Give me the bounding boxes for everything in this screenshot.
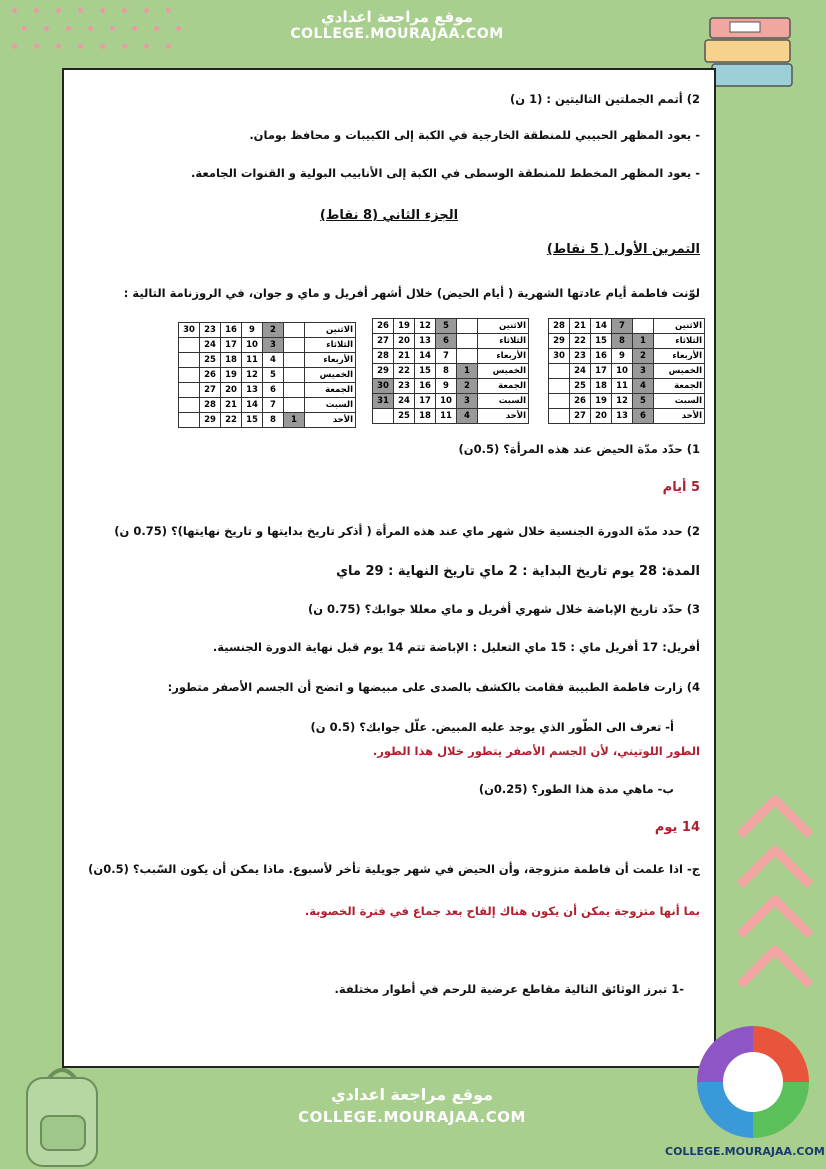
calendar-cell <box>284 338 305 353</box>
calendar-cell: 2 <box>457 379 478 394</box>
calendar-cell <box>284 398 305 413</box>
decor-dot <box>132 26 137 31</box>
calendar-cell <box>633 319 654 334</box>
calendar-row <box>549 394 705 409</box>
calendar-cell: 18 <box>591 379 612 394</box>
decor-dot <box>144 8 149 13</box>
calendar-cell: 22 <box>394 364 415 379</box>
calendar-day-label: الأربعاء <box>478 349 529 364</box>
calendar-cell: 6 <box>436 334 457 349</box>
calendar-cell <box>284 353 305 368</box>
calendar-cell: 15 <box>242 413 263 428</box>
question-5: -1 تبرز الوثائق التالية مقاطع عرضية للرحم في أطوار مختلفة. <box>334 982 684 996</box>
calendar-cell: 12 <box>415 319 436 334</box>
calendar-cell: 15 <box>415 364 436 379</box>
calendar-cell <box>284 368 305 383</box>
decor-dot <box>56 44 61 49</box>
calendar-cell: 29 <box>200 413 221 428</box>
decor-dot <box>22 26 27 31</box>
calendar-cell: 4 <box>457 409 478 424</box>
calendar-row <box>179 398 356 413</box>
calendar-row <box>179 413 356 428</box>
calendar-cell: 29 <box>373 364 394 379</box>
calendar-cell: 23 <box>394 379 415 394</box>
calendar-row <box>373 379 529 394</box>
calendar-cell: 10 <box>436 394 457 409</box>
calendar-cell: 10 <box>242 338 263 353</box>
calendar-cell: 7 <box>436 349 457 364</box>
calendar-day-label: الأحد <box>654 409 705 424</box>
calendar-day-label: الخميس <box>654 364 705 379</box>
calendar-cell: 4 <box>633 379 654 394</box>
calendar-cell: 6 <box>633 409 654 424</box>
calendar-cell: 19 <box>591 394 612 409</box>
calendar-cell: 5 <box>263 368 284 383</box>
calendar-cell: 24 <box>570 364 591 379</box>
question-4: 4) زارت فاطمة الطبيبة فقامت بالكشف بالصدى على مبيضها و اتضح أن الجسم الأصفر متطور: <box>167 680 700 694</box>
calendar-day-label: الخميس <box>305 368 356 383</box>
decor-dot <box>78 44 83 49</box>
backpack-icon <box>15 1060 115 1169</box>
calendar-day-label: الأربعاء <box>305 353 356 368</box>
calendar-row <box>549 409 705 424</box>
calendar-cell: 3 <box>263 338 284 353</box>
calendar-cell: 21 <box>394 349 415 364</box>
calendar-cell: 17 <box>591 364 612 379</box>
answer-2: المدة: 28 يوم تاريخ البداية : 2 ماي تاريخ النهاية : 29 ماي <box>336 564 700 579</box>
calendar-row <box>373 409 529 424</box>
question-1: 1) حدّد مدّة الحيض عند هذه المرأة؟ (0.5ن) <box>458 442 700 456</box>
calendar-cell: 29 <box>549 334 570 349</box>
calendar-cell: 16 <box>591 349 612 364</box>
question-4b: ب- ماهي مدة هذا الطور؟ (0.25ن) <box>478 782 674 796</box>
calendar-row <box>549 349 705 364</box>
calendar-cell <box>457 334 478 349</box>
calendar-cell: 11 <box>436 409 457 424</box>
calendar-cell: 13 <box>415 334 436 349</box>
calendar-cell: 22 <box>221 413 242 428</box>
calendar-day-label: الخميس <box>478 364 529 379</box>
calendar-cell: 1 <box>633 334 654 349</box>
calendar-row <box>179 383 356 398</box>
decor-dot <box>100 44 105 49</box>
calendar-cell <box>457 319 478 334</box>
calendar-cell: 9 <box>242 323 263 338</box>
calendar-day-label: الثلاثاء <box>478 334 529 349</box>
calendar-cell: 30 <box>549 349 570 364</box>
calendar-cell: 14 <box>591 319 612 334</box>
calendar-cell <box>179 383 200 398</box>
calendar-day-label: الجمعة <box>654 379 705 394</box>
calendar-cell: 16 <box>415 379 436 394</box>
calendar-cell: 3 <box>633 364 654 379</box>
calendar-cell: 15 <box>591 334 612 349</box>
calendar-cell: 1 <box>284 413 305 428</box>
calendar-cell: 11 <box>612 379 633 394</box>
calendar-cell <box>179 368 200 383</box>
question-4c: ج- اذا علمت أن فاطمة متزوجة، وأن الحيض في شهر جويلية تأخر لأسبوع. ماذا يمكن أن يكون السّبب؟ (0.5ن) <box>88 862 700 876</box>
calendar-cell: 5 <box>633 394 654 409</box>
calendar-cell <box>284 383 305 398</box>
decor-dot <box>78 8 83 13</box>
site-name: موقع مراجعة اعدادي <box>321 8 473 26</box>
calendar-cell: 25 <box>200 353 221 368</box>
logo-wheel-icon <box>693 1022 813 1142</box>
calendar-row <box>373 334 529 349</box>
footer-site-domain[interactable]: COLLEGE.MOURAJAA.COM <box>298 1108 526 1126</box>
calendar-cell <box>457 349 478 364</box>
calendar-cell <box>179 398 200 413</box>
decor-dot <box>34 8 39 13</box>
calendar-cell <box>179 413 200 428</box>
calendar-cell: 27 <box>200 383 221 398</box>
calendar-day-label: الجمعة <box>305 383 356 398</box>
calendar-cell: 14 <box>242 398 263 413</box>
calendar-cell: 8 <box>612 334 633 349</box>
calendar-day-label: الاثنين <box>305 323 356 338</box>
calendar-may <box>372 318 529 424</box>
decor-dot <box>12 8 17 13</box>
calendar-cell: 14 <box>415 349 436 364</box>
calendar-cell: 20 <box>221 383 242 398</box>
calendar-row <box>179 323 356 338</box>
calendar-day-label: السبت <box>654 394 705 409</box>
decor-dot <box>110 26 115 31</box>
calendar-cell: 9 <box>436 379 457 394</box>
exercise-intro: لوّنت فاطمة أيام عادتها الشهرية ( أيام الحيض) خلال أشهر أفريل و ماي و جوان، في الروزنامة التالية : <box>123 286 700 300</box>
decor-dot <box>144 44 149 49</box>
part-2-title: الجزء الثاني (8 نقاط) <box>319 208 459 223</box>
calendar-row <box>179 368 356 383</box>
calendar-cell: 23 <box>570 349 591 364</box>
calendar-cell: 30 <box>179 323 200 338</box>
calendar-cell: 24 <box>394 394 415 409</box>
calendar-day-label: السبت <box>305 398 356 413</box>
calendar-cell: 26 <box>200 368 221 383</box>
calendar-cell: 12 <box>242 368 263 383</box>
calendar-cell: 26 <box>373 319 394 334</box>
calendar-cell: 21 <box>570 319 591 334</box>
decor-dot <box>166 44 171 49</box>
exercise-1-title: التمرين الأول ( 5 نقاط) <box>546 242 700 257</box>
calendar-cell: 5 <box>436 319 457 334</box>
calendar-cell: 19 <box>221 368 242 383</box>
calendar-cell: 7 <box>612 319 633 334</box>
calendar-row <box>373 394 529 409</box>
calendar-cell: 9 <box>612 349 633 364</box>
calendar-row <box>549 379 705 394</box>
header-banner <box>262 0 532 60</box>
calendar-cell: 7 <box>263 398 284 413</box>
brand-bottom[interactable]: COLLEGE.MOURAJAA.COM <box>665 1145 825 1158</box>
calendar-cell: 8 <box>263 413 284 428</box>
calendar-cell: 28 <box>200 398 221 413</box>
calendar-cell: 17 <box>221 338 242 353</box>
calendar-cell: 27 <box>373 334 394 349</box>
calendar-cell: 25 <box>570 379 591 394</box>
calendar-day-label: الاثنين <box>478 319 529 334</box>
decor-dots <box>0 0 240 60</box>
calendar-cell <box>549 379 570 394</box>
decor-dot <box>34 44 39 49</box>
decor-dot <box>166 8 171 13</box>
calendar-cell: 20 <box>394 334 415 349</box>
calendar-cell: 17 <box>415 394 436 409</box>
calendar-cell: 2 <box>263 323 284 338</box>
decor-dot <box>100 8 105 13</box>
decor-dot <box>88 26 93 31</box>
calendar-day-label: الثلاثاء <box>654 334 705 349</box>
calendar-day-label: الأحد <box>478 409 529 424</box>
question-3: 3) حدّد تاريخ الإباضة خلال شهري أفريل و ماي معللا جوابك؟ (0.75 ن) <box>307 602 700 616</box>
calendar-april <box>548 318 705 424</box>
calendar-row <box>373 319 529 334</box>
question-2b: 2) حدد مدّة الدورة الجنسية خلال شهر ماي عند هذه المرأة ( أذكر تاريخ بدايتها و تاريخ نهايتها)؟ (0.75 ن) <box>114 524 700 538</box>
calendar-cell: 25 <box>394 409 415 424</box>
chevrons-icon <box>730 790 820 990</box>
calendar-day-label: الأربعاء <box>654 349 705 364</box>
answer-1: 5 أيام <box>662 480 700 495</box>
answer-4b: 14 يوم <box>654 820 700 835</box>
calendar-cell <box>549 364 570 379</box>
calendar-cell: 30 <box>373 379 394 394</box>
calendar-cell: 11 <box>242 353 263 368</box>
calendar-cell: 28 <box>549 319 570 334</box>
calendar-cell <box>179 353 200 368</box>
calendar-row <box>549 334 705 349</box>
calendar-day-label: الثلاثاء <box>305 338 356 353</box>
calendar-cell: 18 <box>415 409 436 424</box>
sentence-2: - يعود المظهر المخطط للمنطقة الوسطى في الكبة إلى الأنابيب البولية و القنوات الجامعة. <box>191 166 700 180</box>
calendar-cell: 12 <box>612 394 633 409</box>
calendar-cell: 22 <box>570 334 591 349</box>
decor-dot <box>12 44 17 49</box>
calendar-cell <box>549 409 570 424</box>
calendar-row <box>179 353 356 368</box>
calendar-cell: 31 <box>373 394 394 409</box>
question-2: 2) أتمم الجملتين التاليتين : (1 ن) <box>510 92 700 106</box>
calendar-day-label: السبت <box>478 394 529 409</box>
calendar-row <box>373 364 529 379</box>
calendar-cell: 23 <box>200 323 221 338</box>
calendar-cell: 16 <box>221 323 242 338</box>
calendar-row <box>373 349 529 364</box>
calendar-cell <box>284 323 305 338</box>
decor-dot <box>122 44 127 49</box>
sentence-1: - يعود المظهر الحبيبي للمنطقة الخارجية في الكبة إلى الكبيبات و محافظ بومان. <box>249 128 700 142</box>
calendar-cell: 10 <box>612 364 633 379</box>
decor-dot <box>66 26 71 31</box>
decor-dot <box>176 26 181 31</box>
calendar-cell: 13 <box>612 409 633 424</box>
question-4a: أ- تعرف الى الطّور الذي يوجد عليه المبيض. علّل جوابك؟ (0.5 ن) <box>310 720 674 734</box>
answer-4c: بما أنها متزوجة يمكن أن يكون هناك إلقاح بعد جماع في فترة الخصوبة. <box>304 904 700 918</box>
calendar-day-label: الأحد <box>305 413 356 428</box>
exam-page <box>62 68 716 1068</box>
calendar-cell <box>373 409 394 424</box>
calendar-cell: 3 <box>457 394 478 409</box>
footer-banner <box>262 1085 562 1126</box>
site-domain[interactable]: COLLEGE.MOURAJAA.COM <box>290 26 504 42</box>
calendar-cell: 8 <box>436 364 457 379</box>
decor-dot <box>122 8 127 13</box>
answer-4a: الطور اللوتيني، لأن الجسم الأصفر يتطور خلال هذا الطور. <box>372 744 700 758</box>
calendar-cell: 24 <box>200 338 221 353</box>
calendar-cell: 21 <box>221 398 242 413</box>
calendar-june <box>178 322 356 428</box>
calendar-cell: 28 <box>373 349 394 364</box>
calendar-cell: 4 <box>263 353 284 368</box>
calendar-cell: 2 <box>633 349 654 364</box>
calendar-row <box>549 319 705 334</box>
footer-site-name: موقع مراجعة اعدادي <box>330 1085 494 1104</box>
calendar-cell: 19 <box>394 319 415 334</box>
calendar-cell: 20 <box>591 409 612 424</box>
decor-dot <box>56 8 61 13</box>
calendar-cell: 18 <box>221 353 242 368</box>
calendar-day-label: الاثنين <box>654 319 705 334</box>
calendar-cell <box>549 394 570 409</box>
calendar-cell: 27 <box>570 409 591 424</box>
calendar-cell: 13 <box>242 383 263 398</box>
calendar-cell: 1 <box>457 364 478 379</box>
decor-dot <box>154 26 159 31</box>
calendar-day-label: الجمعة <box>478 379 529 394</box>
calendar-cell <box>179 338 200 353</box>
answer-3: أفريل: 17 أفريل ماي : 15 ماي التعليل : الإباضة تتم 14 يوم قبل نهاية الدورة الجنسية. <box>212 640 700 654</box>
calendar-row <box>179 338 356 353</box>
calendar-cell: 6 <box>263 383 284 398</box>
decor-dot <box>44 26 49 31</box>
calendar-cell: 26 <box>570 394 591 409</box>
calendar-row <box>549 364 705 379</box>
